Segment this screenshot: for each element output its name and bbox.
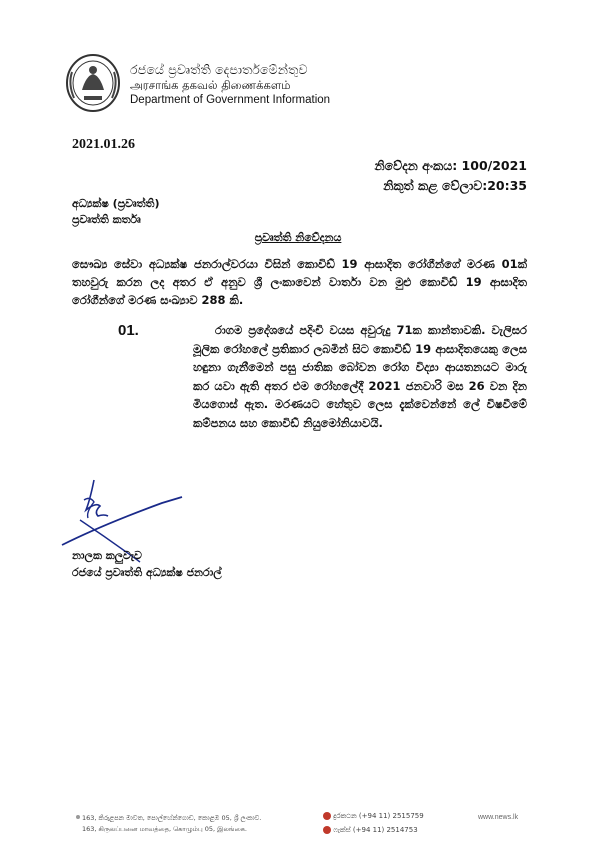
issue-time: නිකුත් කළ වේලාව:20:35 — [383, 178, 527, 193]
sri-lanka-emblem-icon — [64, 52, 122, 114]
signatory-name: නාලක කලුවැව — [72, 549, 142, 562]
org-name-english: Department of Government Information — [130, 94, 331, 106]
document-heading — [0, 231, 596, 245]
footer-bullet-icon — [76, 815, 80, 819]
org-name-tamil: அரசாங்க தகவல் திணைக்களம் — [130, 78, 291, 92]
intro-paragraph: සෞඛ්‍ය සේවා අධ්‍යක්ෂ ජනරාල්වරයා විසින් කොවිඩ් 19 ආසාදිත රෝගීන්ගේ මරණ 01ක් තහවුරු කරන ලද අතර ඒ අනුව ශ්‍රී ලංකාවෙන් වාර්තා වන මුළු කොවිඩ් 19 ආසාදිත රෝගීන්ගේ මරණ සංඛ්‍යාව 288 කි. — [72, 257, 527, 307]
release-date: 2021.01.26 — [72, 137, 135, 152]
footer-fax-label: ෆැක්ස් — [333, 826, 351, 834]
footer-fax-number: (+94 11) 2514753 — [352, 826, 418, 834]
footer-fax — [323, 826, 418, 835]
item-number: 01. — [118, 322, 139, 339]
fax-icon — [323, 826, 331, 834]
footer-address-tamil: 163, கிருலப்பனை மாவத்தை, கொழும்பு 05, இலங்கை. — [82, 825, 247, 833]
footer-phone — [323, 812, 424, 821]
footer-website: www.news.lk — [478, 814, 519, 821]
footer-phone-number: (+94 11) 2515759 — [358, 812, 424, 820]
phone-icon — [323, 812, 331, 820]
org-name-sinhala: රජයේ ප්‍රවෘත්ති දෙපාර්තමේන්තුව — [130, 62, 308, 77]
footer-address-sinhala: 163, කිරුළපන මාවත, පොල්හේන්ගොඩ, කොළඹ 05, ශ්‍රී ලංකාව. — [82, 814, 262, 822]
signatory-title: රජයේ ප්‍රවෘත්ති අධ්‍යක්ෂ ජනරාල් — [72, 566, 222, 579]
footer-phone-label: දුරකථන — [333, 812, 357, 820]
signature-graphic — [60, 470, 210, 580]
item-text: රාගම ප්‍රදේශයේ පදිංචි වයස අවුරුදු 71ක කාන්තාවකි. වැලිසර මූලික රෝහලේ ප්‍රතිකාර ලබමින් සිට කොවිඩ් 19 ආසාදිතයෙකු ලෙස හඳුනා ගැනීමෙන් පසු ජාතික බෝවන රෝග විද්‍යා ආයතනයට මාරු කර යවා ඇති අතර එම රෝහලේදී 2021 ජනවාරි මස 26 වන දින මියගොස් ඇත. මරණයට හේතුව ලෙස දැක්වෙන්නේ ලේ විෂවීමේ කම්පනය සහ කොවිඩ් නියුමෝනියාවයි. — [193, 323, 527, 430]
notice-number: නිවේදන අංකය: 100/2021 — [374, 158, 527, 173]
heading-text: ප්‍රවෘත්ති නිවේදනය — [254, 231, 342, 244]
addressee-line-1: අධ්‍යක්ෂ (ප්‍රවෘත්ති) — [72, 197, 160, 210]
addressee-line-2: ප්‍රවෘත්ති කර්තෘ — [72, 213, 141, 226]
